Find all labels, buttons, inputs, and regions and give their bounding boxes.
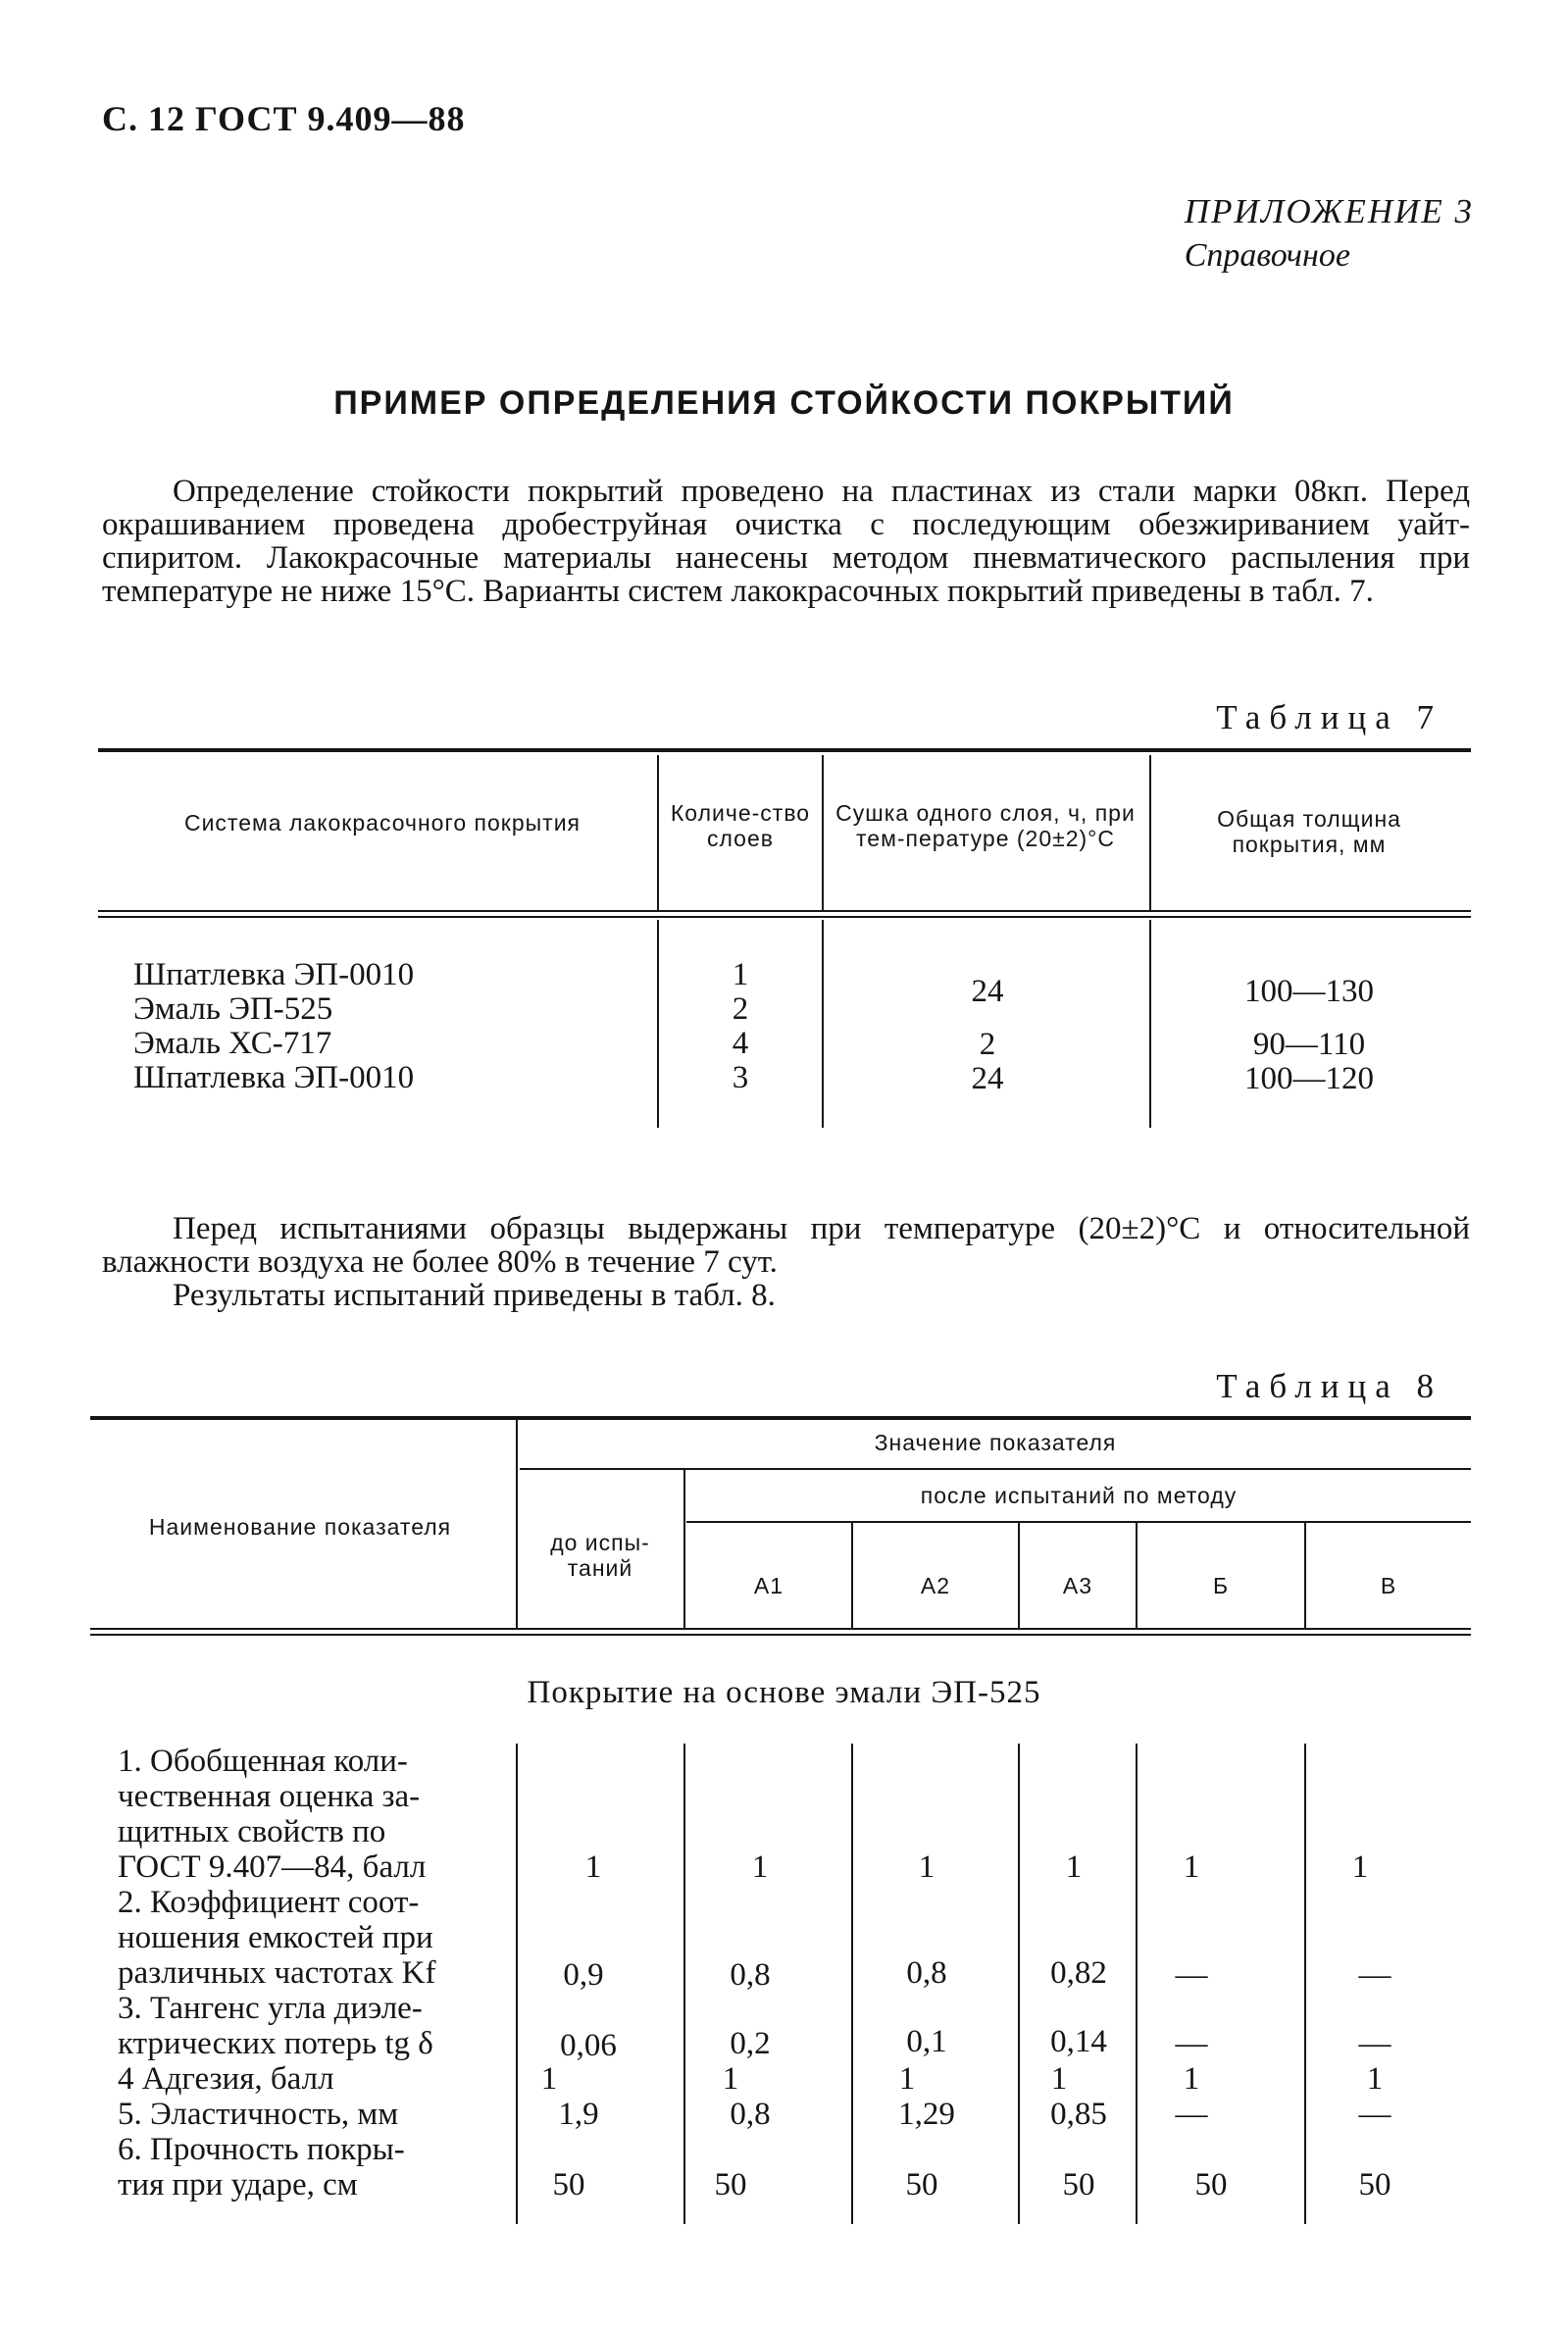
table8-value: 1 [1366,2061,1384,2097]
table8-value: 0,8 [730,1957,771,1993]
document-title: ПРИМЕР ОПРЕДЕЛЕНИЯ СТОЙКОСТИ ПОКРЫТИЙ [333,384,1235,422]
table7-header-drying: Сушка одного слоя, ч, при тем-пературе (20±2)°С [835,800,1136,851]
table7-header-system: Система лакокрасочного покрытия [183,810,582,835]
table7-head-rule-2 [98,916,1471,918]
table8-value: 1 [1050,2061,1068,2097]
table8-row-name [118,1744,510,1885]
table8-value: 0,2 [730,2026,771,2061]
table8-value: — [1175,2097,1208,2132]
row-name-line: ГОСТ 9.407—84, балл [118,1849,427,1885]
table7-thickness: 100—120 [1244,1061,1374,1096]
table8-value: 1,9 [558,2097,599,2132]
row-name-line: 4 Адгезия, балл [118,2061,334,2097]
table8-value: 1 [540,2061,558,2097]
table8-value: 0,1 [906,2024,947,2059]
table7-layers: 4 [732,1026,749,1061]
table7-header-thickness: Общая толщина покрытия, мм [1217,806,1401,857]
table7-header-layers: Количе-ство слоев [670,800,811,851]
table8-value: 0,85 [1050,2097,1107,2132]
table8-vline [683,1744,685,2224]
table8-value: 0,8 [906,1955,947,1991]
table8-header-name: Наименование показателя [148,1514,452,1540]
table7-layers: 1 [732,957,749,992]
table7-drying: 24 [971,974,1004,1009]
table7-system: Эмаль ХС-717 [133,1026,332,1061]
row-name-line: щитных свойств по [118,1814,386,1849]
table8-value: 50 [714,2167,747,2202]
appendix-title: ПРИЛОЖЕНИЕ 3 [1184,192,1474,230]
table8-value: 0,14 [1050,2024,1107,2059]
table7-system: Шпатлевка ЭП-0010 [133,957,415,992]
table7-vline [657,755,659,910]
row-name-line: чественная оценка за- [118,1779,421,1814]
table7-vline [1149,920,1151,1128]
table8-value: 1,29 [898,2097,955,2132]
table8-vline [516,1420,518,1628]
table8-header-method: А3 [1062,1573,1093,1598]
table7-vline [1149,755,1151,910]
table8-value: 1 [1183,1849,1200,1885]
table8-value: 0,82 [1050,1955,1107,1991]
table8-value: 1 [1351,1849,1369,1885]
row-name-line: ношения емкостей при [118,1920,433,1955]
table7-thickness: 100—130 [1244,974,1374,1009]
table7-vline [822,755,824,910]
table8-value: 0,8 [730,2097,771,2132]
test-conditions-text: Перед испытаниями образцы выдержаны при температуре (20±2)°С и относительной влажности воздуха не более 80% в течение 7 сут. [102,1211,1470,1280]
table8-value: 1 [918,1849,936,1885]
table7-caption: Таблица 7 [1216,698,1442,736]
table8-caption: Таблица 8 [1216,1367,1442,1405]
page-header: С. 12 ГОСТ 9.409—88 [102,99,466,138]
results-reference-text: Результаты испытаний приведены в табл. 8. [173,1278,776,1313]
table8-value: — [1358,2026,1391,2061]
table7-head-rule [98,910,1471,912]
table8-rule-after [686,1521,1471,1523]
table7-thickness: 90—110 [1252,1027,1366,1062]
table8-value: 50 [905,2167,938,2202]
table8-row-name [118,1991,510,2061]
table8-value: 0,9 [563,1957,604,1993]
row-name-line: 1. Обобщенная коли- [118,1744,408,1779]
row-name-line: различных частотах Kf [118,1955,436,1991]
table8-head-rule-2 [90,1634,1471,1636]
table8-value: 50 [1358,2167,1391,2202]
table7-layers: 3 [732,1060,749,1095]
table7-system: Эмаль ЭП-525 [133,991,333,1027]
table8-value: 1 [722,2061,739,2097]
appendix-subtitle: Справочное [1184,237,1350,274]
table8-header-method: А2 [920,1573,951,1598]
table8-header-value: Значение показателя [874,1430,1117,1455]
table8-header-after: после испытаний по методу [920,1483,1238,1508]
table8-row-name [118,2061,510,2097]
table8-header-method: В [1380,1573,1397,1598]
table7-vline [822,920,824,1128]
table8-vline [516,1744,518,2224]
table8-value: — [1358,1957,1391,1993]
table8-header-before: до испы-таний [550,1530,650,1581]
table8-top-rule [90,1416,1471,1420]
table8-head-rule [90,1628,1471,1630]
intro-text: Определение стойкости покрытий проведено на пластинах из стали марки 08кп. Перед окрашиванием проведена дробеструйная очистка с последующим обезжириванием уайт-спиритом. Лакокрасочные материалы нанесены методом пневматического распыления при температуре не ниже 15°С. Варианты систем лакокрасочных покрытий приведены в табл. 7. [102,474,1470,609]
table7-vline [657,920,659,1128]
table8-value: — [1175,2026,1208,2061]
table7-drying: 24 [971,1061,1004,1096]
table8-header-method: А1 [753,1573,784,1598]
row-name-line: ктрических потерь tg δ [118,2026,433,2061]
table8-value: 1 [898,2061,916,2097]
table8-value: 1 [1183,2061,1200,2097]
table8-value: 50 [1194,2167,1228,2202]
table8-row-name [118,1885,510,1991]
table8-row-name [118,2132,510,2202]
table8-value: 1 [1065,1849,1083,1885]
row-name-line: 2. Коэффициент соот- [118,1885,420,1920]
row-name-line: 6. Прочность покры- [118,2132,405,2167]
table8-value: — [1175,1957,1208,1993]
row-name-line: тия при ударе, см [118,2167,358,2202]
table7-system: Шпатлевка ЭП-0010 [133,1060,415,1095]
test-conditions-paragraph [102,1212,1470,1312]
table8-header-method: Б [1212,1573,1230,1598]
table8-value: 1 [584,1849,602,1885]
row-name-line: 3. Тангенс угла диэле- [118,1991,423,2026]
table8-value: 50 [552,2167,585,2202]
table8-value: — [1358,2097,1391,2132]
table8-vline [683,1470,685,1628]
table7-layers: 2 [732,991,749,1027]
table8-value: 0,06 [560,2028,617,2063]
table8-value: 1 [751,1849,769,1885]
table7-top-rule [98,748,1471,752]
table7-drying: 2 [979,1027,996,1062]
table8-section-title: Покрытие на основе эмали ЭП-525 [527,1675,1041,1710]
intro-paragraph [102,475,1470,608]
table8-value: 50 [1062,2167,1095,2202]
row-name-line: 5. Эластичность, мм [118,2097,399,2132]
table8-rule-value [520,1468,1471,1470]
table8-row-name [118,2097,510,2132]
